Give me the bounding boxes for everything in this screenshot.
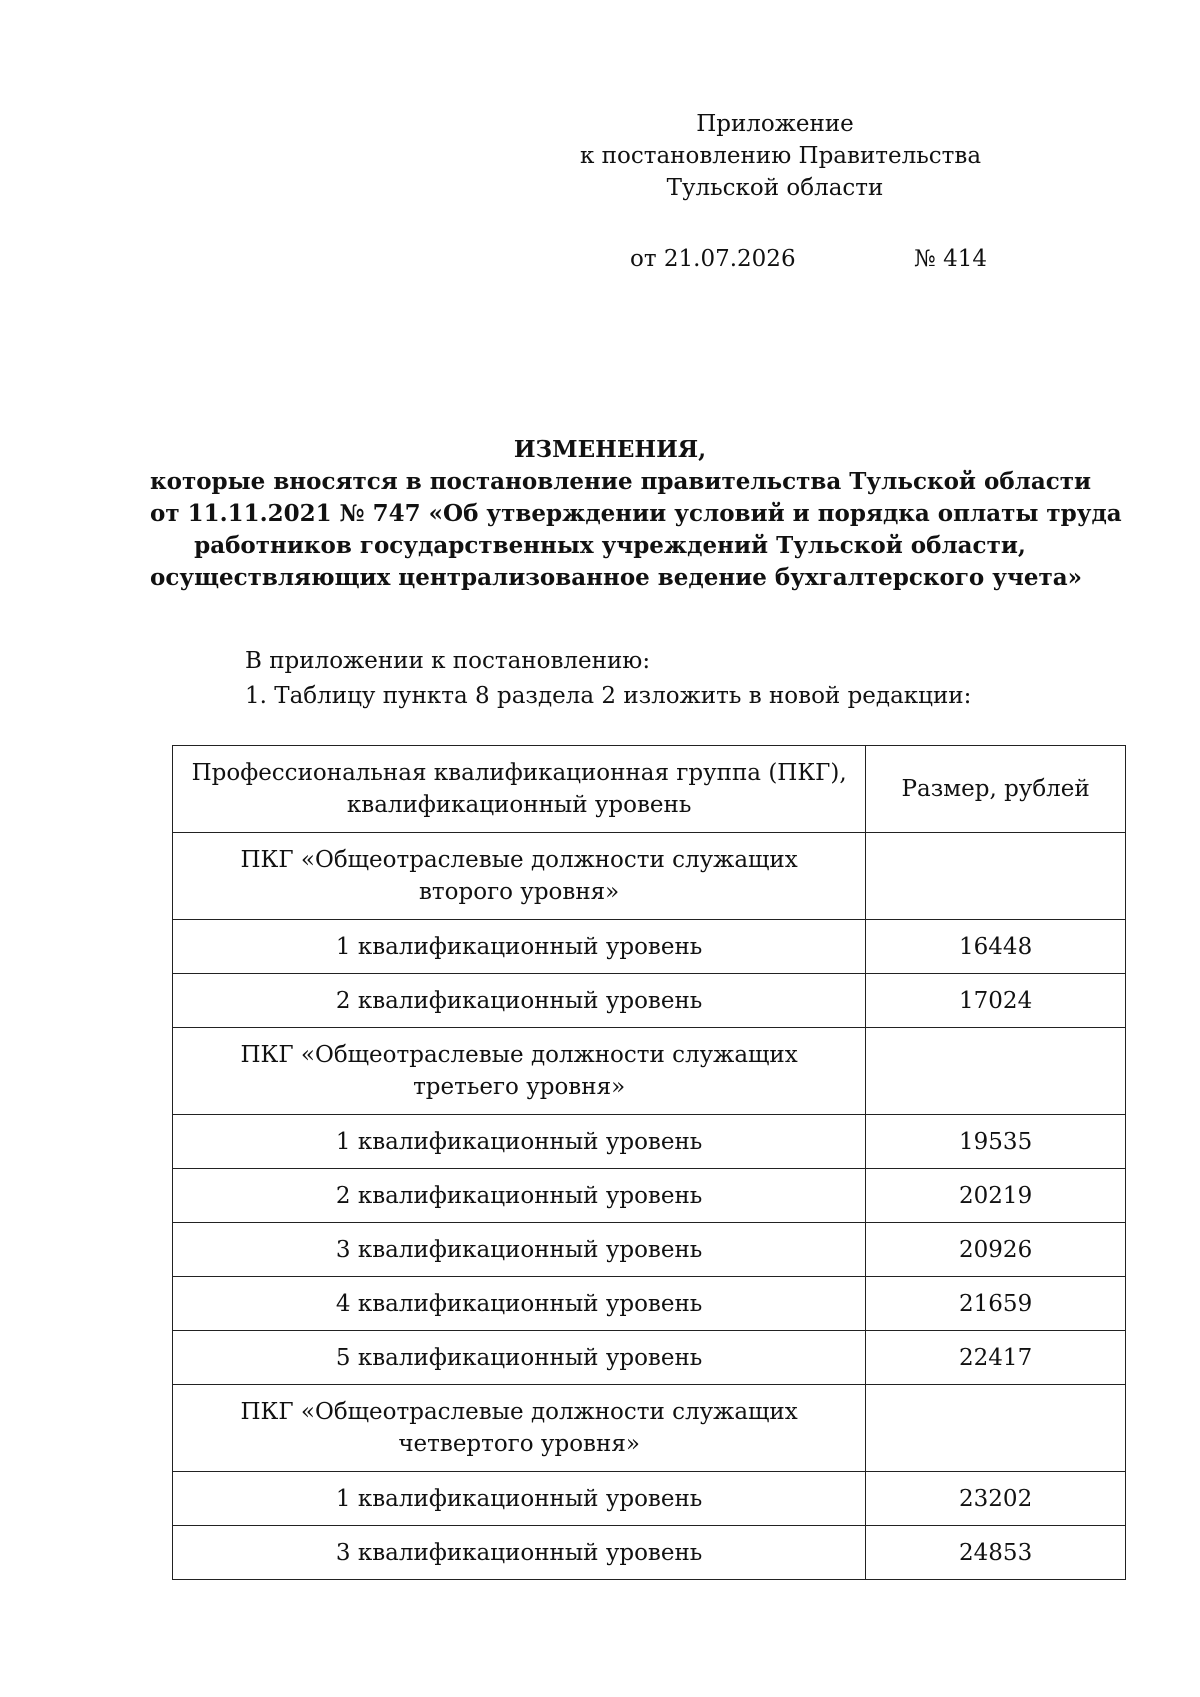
title-heading: ИЗМЕНЕНИЯ, bbox=[513, 436, 707, 463]
level-cell: 1 квалификационный уровень bbox=[173, 1115, 866, 1169]
group-name-cell: ПКГ «Общеотраслевые должности служащих четвертого уровня» bbox=[173, 1385, 866, 1472]
level-cell: 1 квалификационный уровень bbox=[173, 1472, 866, 1526]
amount-cell: 22417 bbox=[866, 1331, 1126, 1385]
table-row bbox=[173, 1115, 1126, 1169]
amount-cell: 16448 bbox=[866, 920, 1126, 974]
group-amount-cell bbox=[866, 1028, 1126, 1115]
table-group-row bbox=[173, 833, 1126, 920]
table-row bbox=[173, 920, 1126, 974]
table-group-row bbox=[173, 1028, 1126, 1115]
amount-cell: 20926 bbox=[866, 1223, 1126, 1277]
table-row bbox=[173, 1169, 1126, 1223]
header-group-level: Профессиональная квалификационная группа (ПКГ), квалификационный уровень bbox=[173, 746, 866, 833]
amount-cell: 24853 bbox=[866, 1526, 1126, 1580]
intro-line: 1. Таблицу пункта 8 раздела 2 изложить в новой редакции: bbox=[245, 683, 972, 709]
title-line: работников государственных учреждений Тульской области, bbox=[194, 532, 1026, 559]
title-line: которые вносятся в постановление правительства Тульской области bbox=[150, 468, 1092, 495]
table-row bbox=[173, 1277, 1126, 1331]
group-name-cell: ПКГ «Общеотраслевые должности служащих второго уровня» bbox=[173, 833, 866, 920]
appendix-line: Приложение bbox=[696, 111, 854, 137]
table-header-row bbox=[173, 746, 1126, 833]
table-row bbox=[173, 974, 1126, 1028]
group-name-cell: ПКГ «Общеотраслевые должности служащих третьего уровня» bbox=[173, 1028, 866, 1115]
appendix-block bbox=[580, 108, 982, 204]
table-row bbox=[173, 1526, 1126, 1580]
level-cell: 3 квалификационный уровень bbox=[173, 1526, 866, 1580]
salary-table bbox=[172, 745, 1126, 1580]
amount-cell: 19535 bbox=[866, 1115, 1126, 1169]
table-group-row bbox=[173, 1385, 1126, 1472]
amount-cell: 21659 bbox=[866, 1277, 1126, 1331]
header-amount: Размер, рублей bbox=[866, 746, 1126, 833]
appendix-line: Тульской области bbox=[666, 175, 884, 201]
level-cell: 3 квалификационный уровень bbox=[173, 1223, 866, 1277]
table-row bbox=[173, 1331, 1126, 1385]
appendix-line: к постановлению Правительства bbox=[580, 143, 982, 169]
title-line: осуществляющих централизованное ведение бухгалтерского учета» bbox=[150, 564, 1082, 591]
amount-cell: 23202 bbox=[866, 1472, 1126, 1526]
level-cell: 2 квалификационный уровень bbox=[173, 1169, 866, 1223]
title-line: от 11.11.2021 № 747 «Об утверждении условий и порядка оплаты труда bbox=[150, 500, 1122, 527]
level-cell: 1 квалификационный уровень bbox=[173, 920, 866, 974]
amount-cell: 20219 bbox=[866, 1169, 1126, 1223]
level-cell: 5 квалификационный уровень bbox=[173, 1331, 866, 1385]
level-cell: 4 квалификационный уровень bbox=[173, 1277, 866, 1331]
level-cell: 2 квалификационный уровень bbox=[173, 974, 866, 1028]
intro-text bbox=[245, 644, 971, 714]
document-number: № 414 bbox=[914, 246, 987, 272]
amount-cell: 17024 bbox=[866, 974, 1126, 1028]
group-amount-cell bbox=[866, 833, 1126, 920]
document-title bbox=[150, 434, 1122, 594]
document-date: от 21.07.2026 bbox=[630, 246, 796, 272]
table-row bbox=[173, 1472, 1126, 1526]
group-amount-cell bbox=[866, 1385, 1126, 1472]
intro-line: В приложении к постановлению: bbox=[245, 648, 651, 674]
table-row bbox=[173, 1223, 1126, 1277]
